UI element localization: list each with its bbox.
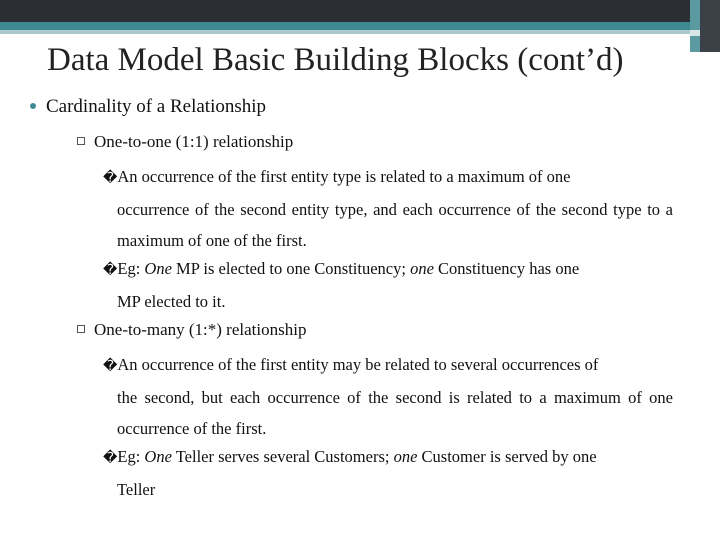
emphasis-text: one	[410, 259, 434, 278]
paragraph-continuation: Teller	[117, 480, 156, 499]
example-label: Eg:	[117, 447, 145, 466]
example-text: Teller serves several Customers;	[171, 447, 394, 466]
example-paragraph	[103, 441, 673, 505]
sub-bullet-one-to-one	[77, 132, 293, 152]
main-bullet-text: Cardinality of a Relationship	[46, 96, 267, 117]
example-text: Constituency has one	[433, 259, 580, 278]
missing-glyph-icon: �	[103, 450, 118, 466]
paragraph-first-line: An occurrence of the first entity may be related to several occurrences of	[117, 355, 599, 374]
header-band-dark	[0, 0, 690, 22]
missing-glyph-icon: �	[103, 262, 118, 278]
paragraph-continuation: the second, but each occurrence of the second is related to a maximum of one occurrence of the first.	[117, 388, 673, 438]
missing-glyph-icon: �	[103, 170, 118, 186]
slide-title: Data Model Basic Building Blocks (cont’d)	[47, 42, 624, 78]
header-band-light	[0, 30, 700, 34]
emphasis-text: One	[144, 259, 172, 278]
sub-bullet-one-to-many	[77, 320, 306, 340]
example-text: Customer is served by one	[417, 447, 597, 466]
example-label: Eg:	[117, 259, 145, 278]
paragraph-continuation: occurrence of the second entity type, and each occurrence of the second type to a maximum of one of the first.	[117, 200, 673, 250]
square-bullet-icon	[77, 137, 85, 145]
header-band-teal	[0, 22, 690, 30]
sub-bullet-text: One-to-many (1:*) relationship	[94, 320, 307, 339]
emphasis-text: One	[144, 447, 172, 466]
bullet-dot-icon	[30, 103, 36, 109]
definition-paragraph	[103, 161, 673, 256]
example-text: MP is elected to one Constituency;	[171, 259, 411, 278]
sub-bullet-text: One-to-one (1:1) relationship	[94, 132, 294, 151]
example-paragraph	[103, 253, 673, 317]
missing-glyph-icon: �	[103, 358, 118, 374]
definition-paragraph	[103, 349, 673, 444]
square-bullet-icon	[77, 325, 85, 333]
header-band-right-teal	[690, 0, 700, 52]
paragraph-continuation: MP elected to it.	[117, 292, 226, 311]
header-band-right-light	[690, 30, 700, 36]
emphasis-text: one	[393, 447, 418, 466]
header-band-right-dark	[700, 0, 720, 52]
paragraph-first-line: An occurrence of the first entity type is related to a maximum of one	[117, 167, 571, 186]
main-bullet	[30, 96, 266, 118]
